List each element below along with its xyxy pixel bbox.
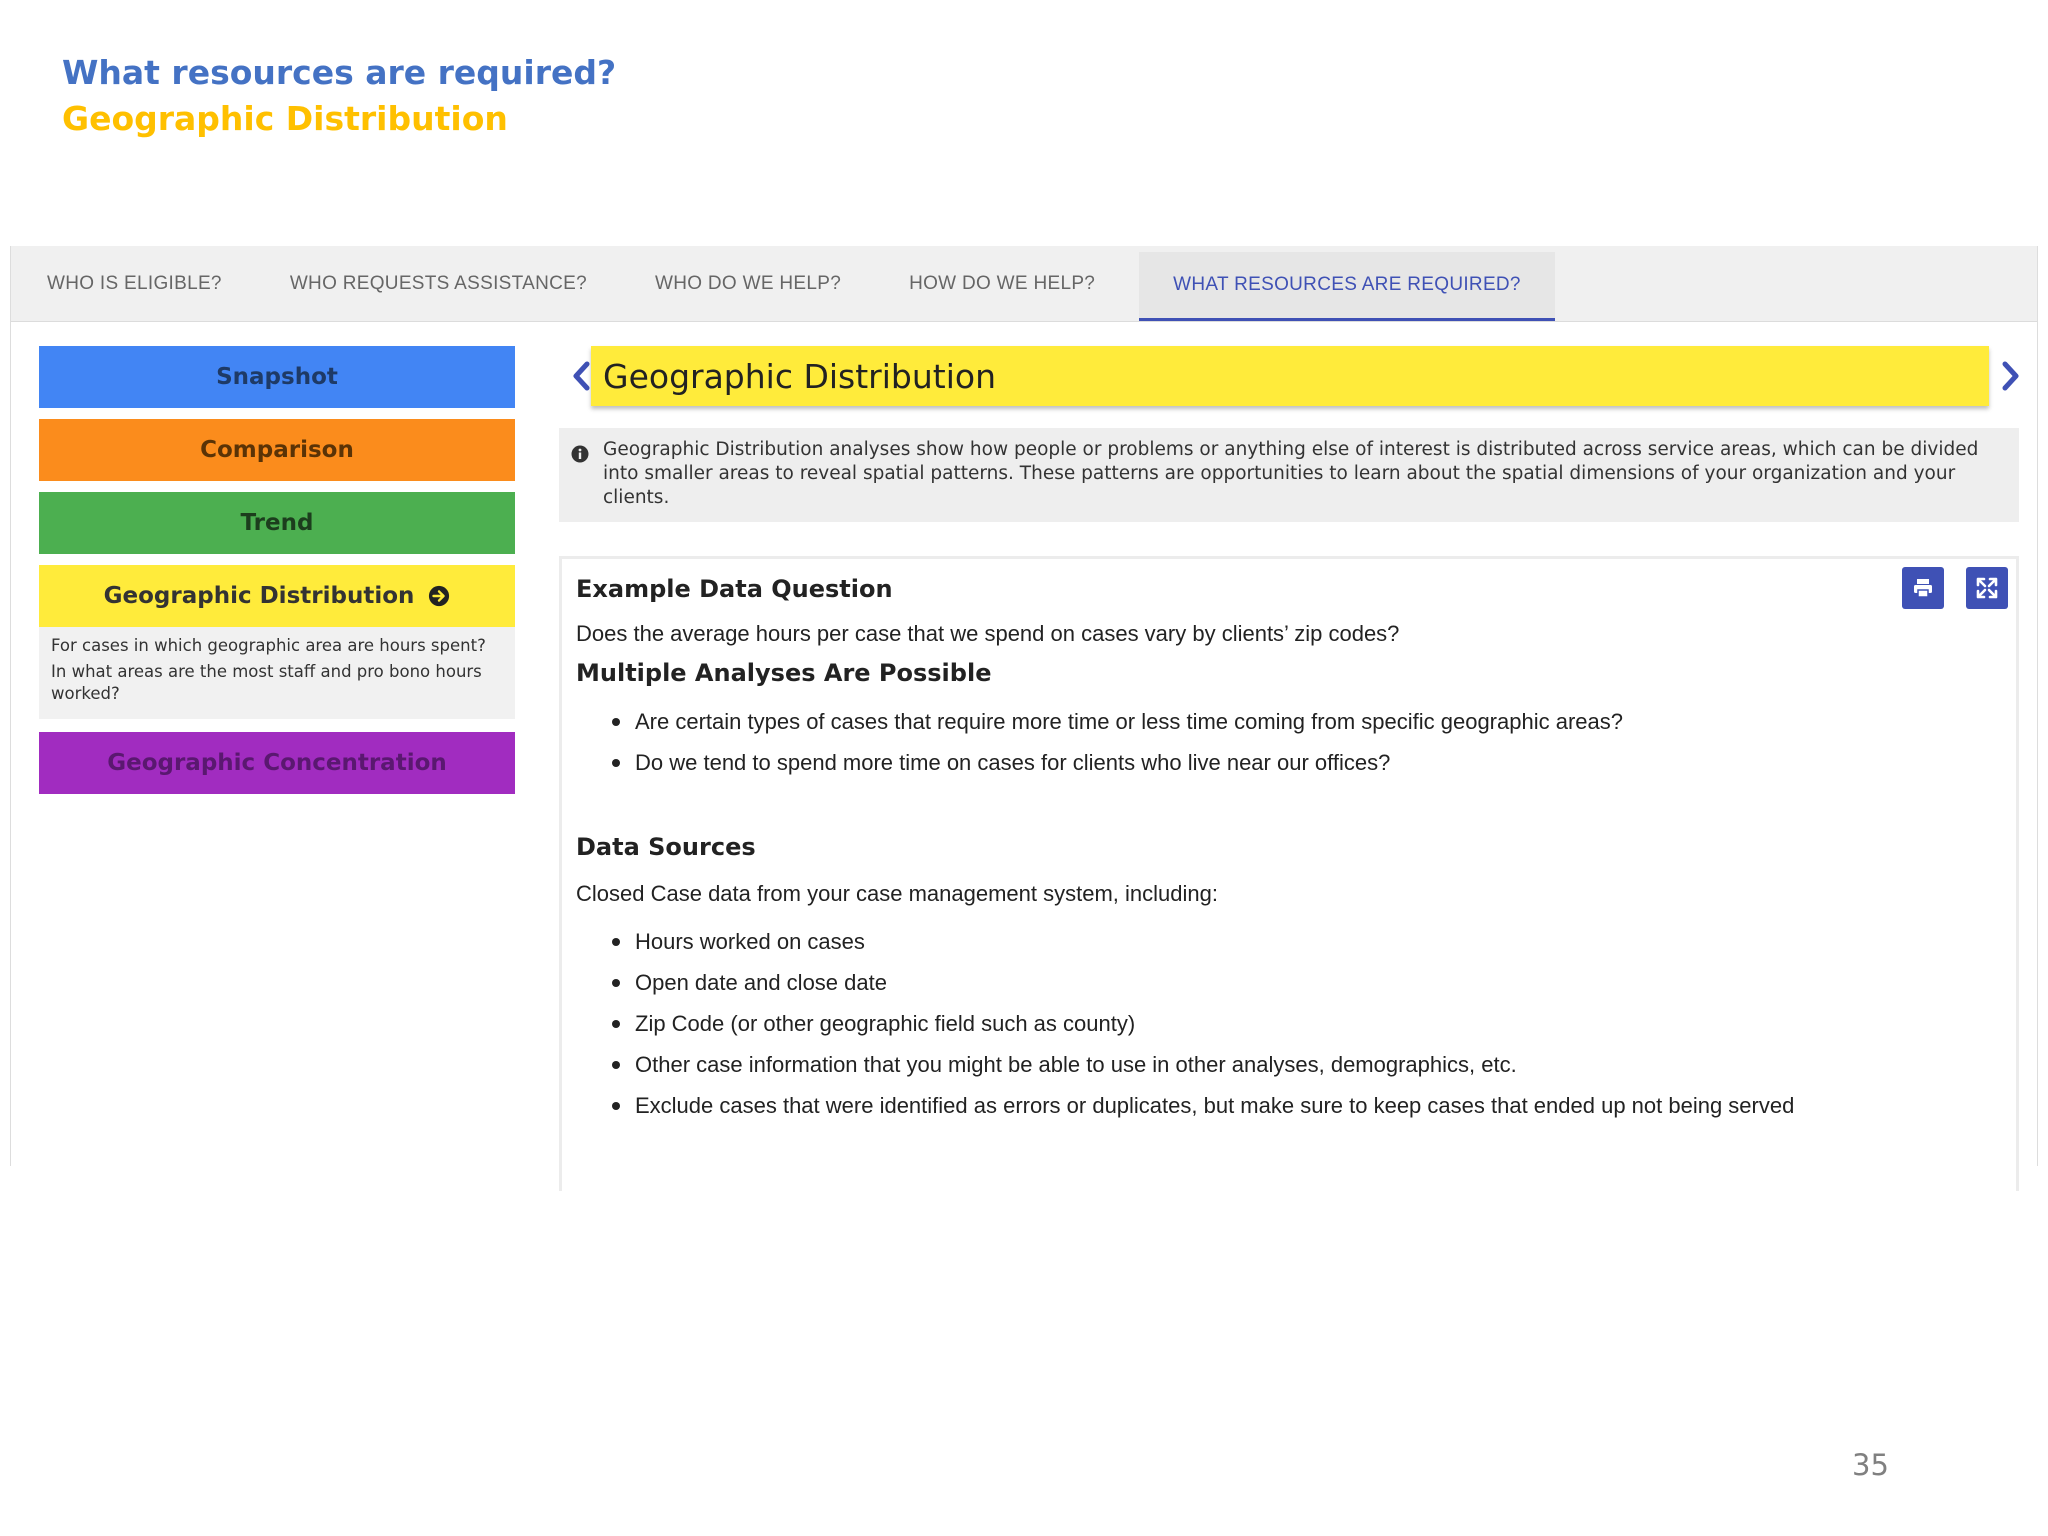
example-data-question-text: Does the average hours per case that we spend on cases vary by clients’ zip codes?	[576, 621, 1400, 646]
info-text: Geographic Distribution analyses show how people or problems or anything else of interest is distributed across service areas, which can be divided into smaller areas to reveal spatial patterns. These patterns are opportunities to learn about the spatial dimensions of your organization and your clients.	[603, 439, 1979, 508]
main-content	[559, 346, 2019, 1191]
sidebar-item-label: Geographic Distribution	[103, 583, 415, 609]
multiple-analyses-heading: Multiple Analyses Are Possible	[576, 659, 992, 687]
sidebar-item-comparison[interactable]: Comparison	[39, 419, 515, 481]
data-sources-heading: Data Sources	[576, 833, 756, 861]
geo-distribution-description	[39, 627, 515, 719]
sidebar	[39, 346, 515, 805]
detail-card	[559, 556, 2019, 1191]
info-icon	[571, 445, 589, 463]
tab-what-resources-are-required[interactable]: WHAT RESOURCES ARE REQUIRED?	[1139, 252, 1555, 321]
sidebar-item-snapshot[interactable]: Snapshot	[39, 346, 515, 408]
page-title: Geographic Distribution	[591, 346, 1989, 406]
tab-who-do-we-help[interactable]: WHO DO WE HELP?	[655, 272, 842, 294]
geo-description-line: In what areas are the most staff and pro bono hours worked?	[51, 662, 482, 703]
slide-title-main: What resources are required?	[62, 53, 617, 92]
data-sources-text: Closed Case data from your case management system, including:	[576, 881, 1218, 906]
list-item: Other case information that you might be able to use in other analyses, demographics, etc.	[612, 1044, 2002, 1085]
example-data-question-heading: Example Data Question	[576, 575, 893, 603]
list-item: Are certain types of cases that require more time or less time coming from specific geographic areas?	[612, 701, 2002, 742]
tab-who-is-eligible[interactable]: WHO IS ELIGIBLE?	[47, 272, 222, 294]
expand-button[interactable]	[1966, 567, 2008, 609]
tab-who-requests-assistance[interactable]: WHO REQUESTS ASSISTANCE?	[289, 272, 587, 294]
multiple-analyses-list	[612, 701, 2002, 783]
geo-description-line: For cases in which geographic area are hours spent?	[51, 636, 486, 655]
print-icon	[1911, 576, 1935, 600]
print-button[interactable]	[1902, 567, 1944, 609]
card-toolbar	[1902, 567, 2008, 609]
app-window	[10, 246, 2038, 1166]
list-item: Exclude cases that were identified as errors or duplicates, but make sure to keep cases that ended up not being served	[612, 1085, 2002, 1126]
sidebar-item-geographic-concentration[interactable]: Geographic Concentration	[39, 732, 515, 794]
list-item: Hours worked on cases	[612, 921, 2002, 962]
data-sources-list	[612, 921, 2002, 1126]
tab-bar	[11, 246, 2037, 322]
chevron-right-icon[interactable]	[1997, 356, 2025, 396]
sidebar-item-geographic-distribution[interactable]	[39, 565, 515, 627]
section-header	[559, 346, 2019, 408]
expand-icon	[1975, 576, 1999, 600]
slide-title	[62, 50, 616, 142]
tab-how-do-we-help[interactable]: HOW DO WE HELP?	[909, 272, 1096, 294]
info-box	[559, 428, 2019, 522]
list-item: Do we tend to spend more time on cases for clients who live near our offices?	[612, 742, 2002, 783]
list-item: Open date and close date	[612, 962, 2002, 1003]
sidebar-item-trend[interactable]: Trend	[39, 492, 515, 554]
page-number: 35	[1852, 1448, 1889, 1482]
list-item: Zip Code (or other geographic field such as county)	[612, 1003, 2002, 1044]
slide-title-sub: Geographic Distribution	[62, 99, 508, 138]
arrow-circle-right-icon	[428, 585, 450, 607]
